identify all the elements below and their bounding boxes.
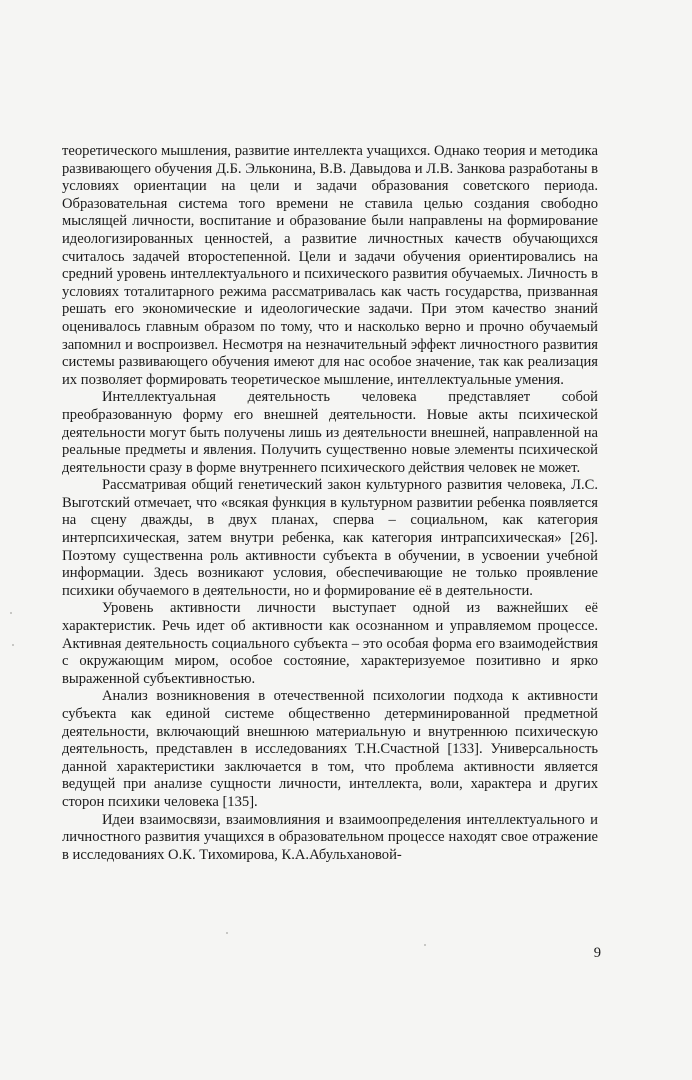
scan-speck	[226, 932, 228, 934]
page-number: 9	[593, 945, 601, 961]
paragraph-3: Рассматривая общий генетический закон культурного развития человека, Л.С. Выготский отмечает, что «всякая функция в культурном развитии ребенка появляется на сцену дважды, в двух планах, сперва – социальном, как категория интерпсихическая, затем внутри ребенка, как категория интрапсихическая» [26]. Поэтому существенна роль активности субъекта в обучении, в усвоении учебной информации. Здесь возникают условия, обеспечивающие не только проявление психики обучаемого в деятельности, но и формирование её в деятельности.	[62, 477, 598, 599]
paragraph-6: Идеи взаимосвязи, взаимовлияния и взаимоопределения интеллектуального и личностного развития учащихся в образовательном процессе находят свое отражение в исследованиях О.К. Тихомирова, К.А.Абульхановой-	[62, 811, 598, 863]
paragraph-4: Уровень активности личности выступает одной из важнейших её характеристик. Речь идет об активности как осознанном и управляемом процессе. Активная деятельность социального субъекта – это особая форма его взаимодействия с окружающим миром, особое состояние, характеризуемое позитивно и ярко выраженной субъективностью.	[62, 600, 598, 687]
scan-speck	[10, 612, 12, 614]
scan-speck	[424, 944, 426, 946]
body-text	[62, 143, 598, 864]
paragraph-5: Анализ возникновения в отечественной психологии подхода к активности субъекта как единой системе общественно детерминированной предметной деятельности, включающий внешнюю материальную и внутреннюю психическую деятельность, представлен в исследованиях Т.Н.Счастной [133]. Универсальность данной характеристики заключается в том, что проблема активности является ведущей при анализе сущности личности, интеллекта, воли, характера и других сторон психики человека [135].	[62, 688, 598, 810]
scan-speck	[12, 644, 14, 646]
paragraph-2: Интеллектуальная деятельность человека представляет собой преобразованную форму его внешней деятельности. Новые акты психической деятельности могут быть получены лишь из деятельности внешней, направленной на реальные предметы и явления. Получить существенно новые элементы психической деятельности сразу в форме внутреннего психического действия человек не может.	[62, 389, 598, 476]
paragraph-1: теоретического мышления, развитие интеллекта учащихся. Однако теория и методика развивающего обучения Д.Б. Эльконина, В.В. Давыдова и Л.В. Занкова разработаны в условиях ориентации на цели и задачи образования советского периода. Образовательная система того времени не ставила целью создания свободно мыслящей личности, воспитание и образование были направлены на формирование идеологизированных ценностей, а развитие личностных качеств обучающихся считалось задачей второстепенной. Цели и задачи обучения ориентировались на средний уровень интеллектуального и психического развития обучаемых. Личность в условиях тоталитарного режима рассматривалась как часть государства, призванная решать его экономические и идеологические задачи. При этом качество знаний оценивалось главным образом по тому, что и насколько верно и прочно обучаемый запомнил и воспроизвел. Несмотря на незначительный эффект личностного развития системы развивающего обучения имеют для нас особое значение, так как реализация их позволяет формировать теоретическое мышление, интеллектуальные умения.	[62, 143, 598, 388]
